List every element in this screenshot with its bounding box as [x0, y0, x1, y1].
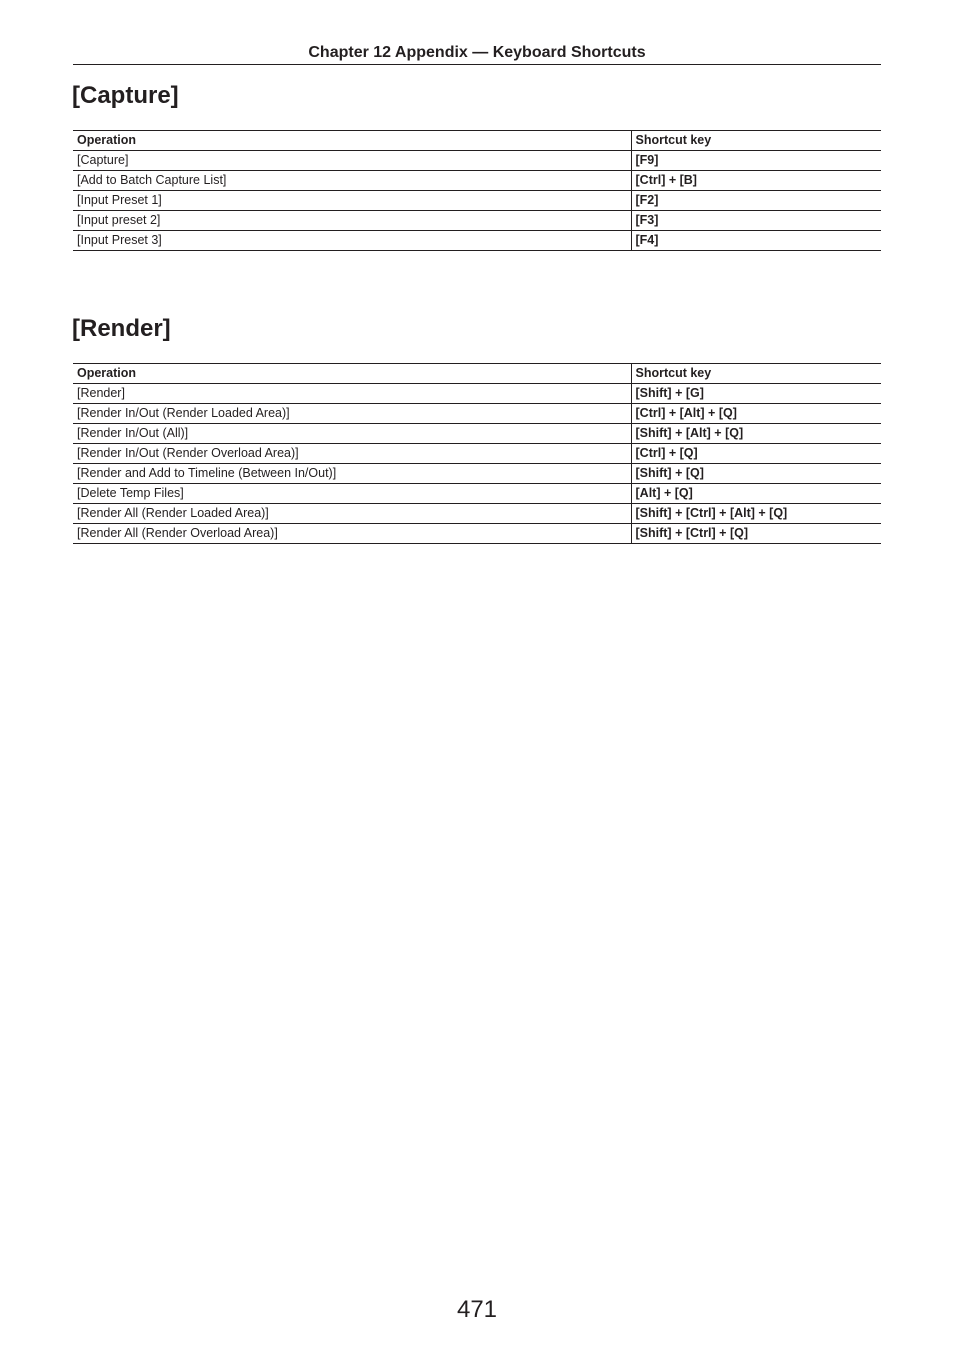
table-header-row: [73, 364, 881, 384]
shortcut-key-cell: [Ctrl] + [Alt] + [Q]: [631, 404, 881, 424]
operation-cell: [Render All (Render Overload Area)]: [73, 524, 631, 544]
shortcut-key-cell: [Shift] + [Alt] + [Q]: [631, 424, 881, 444]
shortcut-key-cell: [F2]: [631, 191, 881, 211]
table-row: [73, 484, 881, 504]
table-row: [73, 151, 881, 171]
shortcut-key-cell: [Shift] + [Q]: [631, 464, 881, 484]
shortcut-key-cell: [F9]: [631, 151, 881, 171]
table-row: [73, 384, 881, 404]
table-row: [73, 404, 881, 424]
shortcut-key-cell: [Shift] + [G]: [631, 384, 881, 404]
render-shortcut-table: [73, 363, 881, 544]
column-header-shortcut-key: Shortcut key: [631, 131, 881, 151]
operation-cell: [Input Preset 1]: [73, 191, 631, 211]
column-header-operation: Operation: [73, 131, 631, 151]
shortcut-key-cell: [F3]: [631, 211, 881, 231]
shortcut-key-cell: [Ctrl] + [Q]: [631, 444, 881, 464]
operation-cell: [Input Preset 3]: [73, 231, 631, 251]
table-row: [73, 231, 881, 251]
column-header-operation: Operation: [73, 364, 631, 384]
table-header-row: [73, 131, 881, 151]
table-row: [73, 424, 881, 444]
shortcut-key-cell: [Shift] + [Ctrl] + [Alt] + [Q]: [631, 504, 881, 524]
operation-cell: [Render In/Out (Render Overload Area)]: [73, 444, 631, 464]
table-row: [73, 504, 881, 524]
operation-cell: [Capture]: [73, 151, 631, 171]
section-heading-render: [Render]: [72, 315, 171, 342]
operation-cell: [Render and Add to Timeline (Between In/Out)]: [73, 464, 631, 484]
operation-cell: [Render]: [73, 384, 631, 404]
operation-cell: [Render In/Out (All)]: [73, 424, 631, 444]
table-row: [73, 171, 881, 191]
operation-cell: [Render All (Render Loaded Area)]: [73, 504, 631, 524]
operation-cell: [Render In/Out (Render Loaded Area)]: [73, 404, 631, 424]
table-row: [73, 444, 881, 464]
column-header-shortcut-key: Shortcut key: [631, 364, 881, 384]
operation-cell: [Input preset 2]: [73, 211, 631, 231]
table-row: [73, 524, 881, 544]
operation-cell: [Delete Temp Files]: [73, 484, 631, 504]
table-row: [73, 191, 881, 211]
section-heading-capture: [Capture]: [72, 82, 179, 109]
table-row: [73, 464, 881, 484]
table-row: [73, 211, 881, 231]
shortcut-key-cell: [Shift] + [Ctrl] + [Q]: [631, 524, 881, 544]
operation-cell: [Add to Batch Capture List]: [73, 171, 631, 191]
shortcut-key-cell: [F4]: [631, 231, 881, 251]
shortcut-key-cell: [Ctrl] + [B]: [631, 171, 881, 191]
running-header: Chapter 12 Appendix — Keyboard Shortcuts: [73, 44, 881, 65]
capture-shortcut-table: [73, 130, 881, 251]
page-number: 471: [456, 1296, 498, 1323]
shortcut-key-cell: [Alt] + [Q]: [631, 484, 881, 504]
